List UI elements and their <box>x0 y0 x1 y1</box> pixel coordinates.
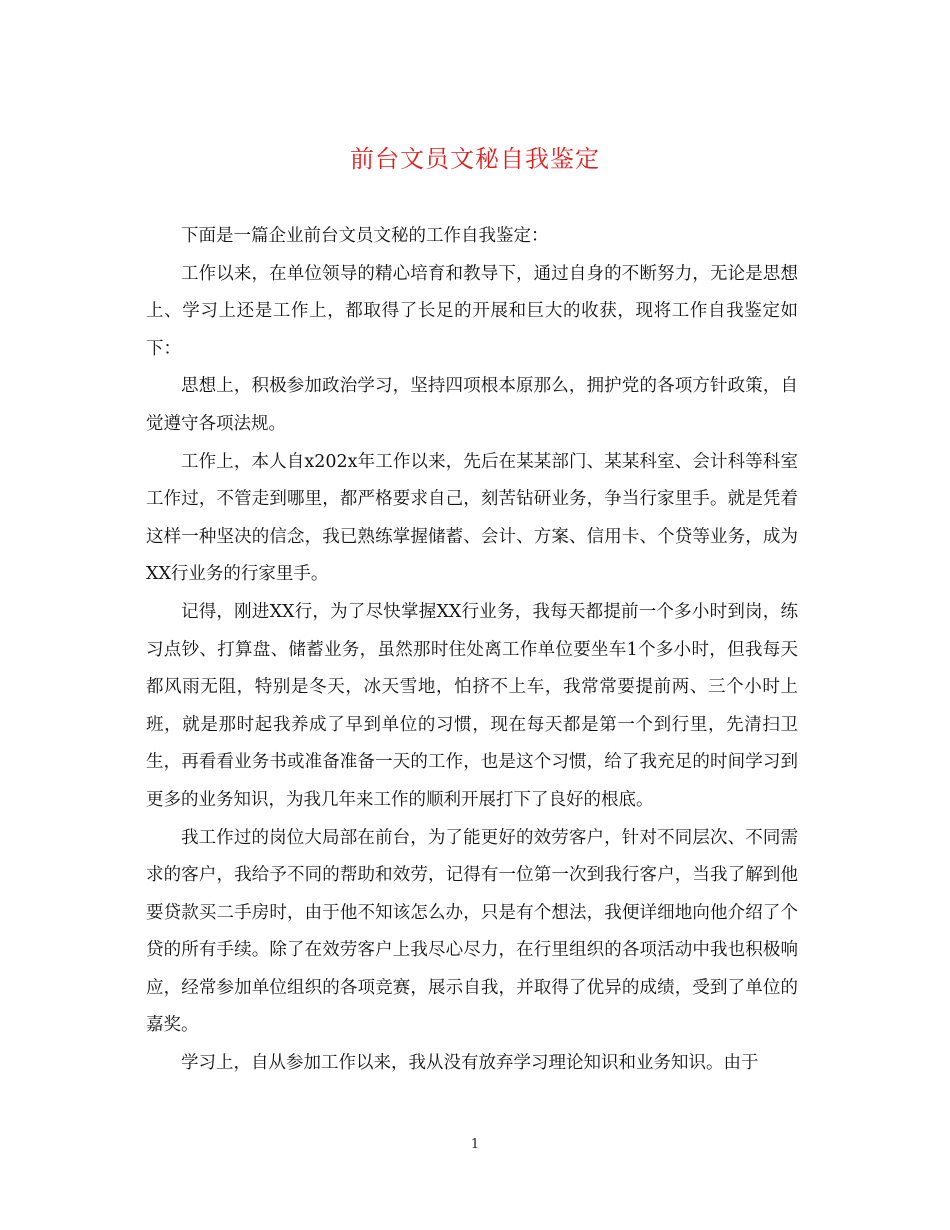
paragraph-ideology: 思想上，积极参加政治学习，坚持四项根本原那么，拥护党的各项方针政策，自觉遵守各项法规。 <box>146 376 798 434</box>
paragraph-study: 学习上，自从参加工作以来，我从没有放弃学习理论知识和业务知识。由于 <box>181 1053 759 1074</box>
page-number: 1 <box>470 1137 480 1152</box>
paragraph-work: 工作上，本人自x202x年工作以来，先后在某某部门、某某科室、会计科等科室工作过，不管走到哪里，都严格要求自己，刻苦钻研业务，争当行家里手。就是凭着这样一种坚决的信念，我已熟练掌握储蓄、会计、方案、信用卡、个贷等业务，成为XX行业务的行家里手。 <box>146 451 798 585</box>
document-body <box>146 218 798 1083</box>
paragraph-intro: 下面是一篇企业前台文员文秘的工作自我鉴定： <box>181 226 549 246</box>
paragraph-overview: 工作以来，在单位领导的精心培育和教导下，通过自身的不断努力，无论是思想上、学习上还是工作上，都取得了长足的开展和巨大的收获，现将工作自我鉴定如下： <box>146 263 798 359</box>
paragraph-memory: 记得，刚进XX行，为了尽快掌握XX行业务，我每天都提前一个多小时到岗，练习点钞、打算盘、储蓄业务，虽然那时住处离工作单位要坐车1个多小时，但我每天都风雨无阻，特别是冬天，冰天雪地，怕挤不上车，我常常要提前两、三个小时上班，就是那时起我养成了早到单位的习惯，现在每天都是第一个到行里，先清扫卫生，再看看业务书或准备准备一天的工作，也是这个习惯，给了我充足的时间学习到更多的业务知识，为我几年来工作的顺利开展打下了良好的根底。 <box>146 601 798 810</box>
document-title: 前台文员文秘自我鉴定 <box>350 145 600 173</box>
paragraph-service: 我工作过的岗位大局部在前台，为了能更好的效劳客户，针对不同层次、不同需求的客户，我给予不同的帮助和效劳，记得有一位第一次到我行客户，当我了解到他要贷款买二手房时，由于他不知该怎么办，只是有个想法，我便详细地向他介绍了个贷的所有手续。除了在效劳客户上我尽心尽力，在行里组织的各项活动中我也积极响应，经常参加单位组织的各项竞赛，展示自我，并取得了优异的成绩，受到了单位的嘉奖。 <box>146 827 798 1036</box>
